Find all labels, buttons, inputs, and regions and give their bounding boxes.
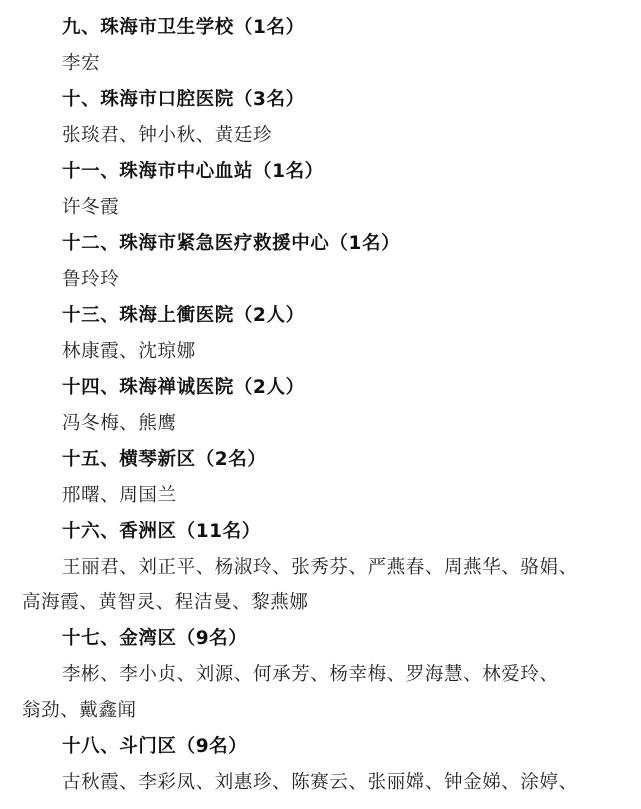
section-heading-16: 十六、香洲区（11名） — [62, 521, 261, 542]
name-list-17-line-2: 翁劲、戴鑫闻 — [22, 700, 137, 721]
name-list-13: 林康霞、沈琼娜 — [62, 341, 196, 362]
section-heading-9: 九、珠海市卫生学校（1名） — [62, 17, 305, 38]
name-list-15: 邢曙、周国兰 — [62, 485, 177, 506]
section-heading-18: 十八、斗门区（9名） — [62, 736, 248, 757]
name-list-18-line-1: 古秋霞、李彩凤、刘惠珍、陈赛云、张丽嫦、钟金娣、涂婷、 — [62, 772, 578, 793]
section-heading-17: 十七、金湾区（9名） — [62, 628, 248, 649]
name-list-14: 冯冬梅、熊鹰 — [62, 413, 177, 434]
name-list-12: 鲁玲玲 — [62, 269, 120, 290]
name-list-9: 李宏 — [62, 53, 101, 74]
name-list-11: 许冬霞 — [62, 197, 120, 218]
section-heading-12: 十二、珠海市紧急医疗救援中心（1名） — [62, 233, 401, 254]
section-heading-13: 十三、珠海上衝医院（2人） — [62, 305, 305, 326]
name-list-16-line-2: 高海霞、黄智灵、程洁曼、黎燕娜 — [22, 592, 309, 613]
name-list-16-line-1: 王丽君、刘正平、杨淑玲、张秀芬、严燕春、周燕华、骆娟、 — [62, 557, 578, 578]
section-heading-11: 十一、珠海市中心血站（1名） — [62, 161, 324, 182]
section-heading-14: 十四、珠海禅诚医院（2人） — [62, 377, 305, 398]
section-heading-15: 十五、横琴新区（2名） — [62, 449, 267, 470]
name-list-10: 张琰君、钟小秋、黄廷珍 — [62, 125, 273, 146]
name-list-17-line-1: 李彬、李小贞、刘源、何承芳、杨幸梅、罗海慧、林爱玲、 — [62, 664, 559, 685]
section-heading-10: 十、珠海市口腔医院（3名） — [62, 89, 305, 110]
